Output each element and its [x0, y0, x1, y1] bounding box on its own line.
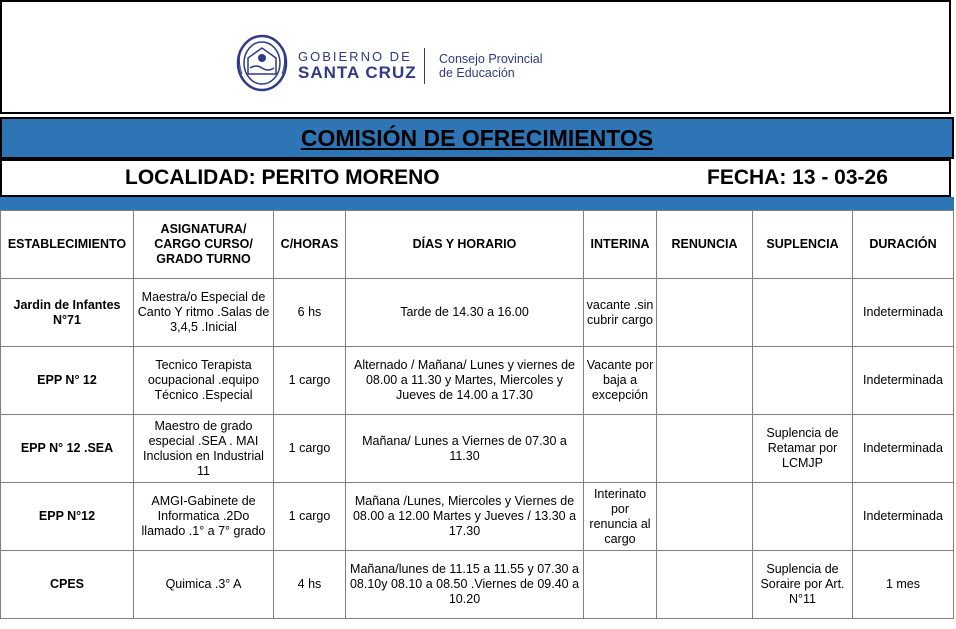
cell-establecimiento: EPP N° 12 .SEA — [1, 415, 134, 483]
cell-suplencia: Suplencia de Soraire por Art. N°11 — [753, 551, 853, 619]
cell-suplencia — [753, 279, 853, 347]
council-line-1: Consejo Provincial — [439, 52, 543, 66]
cell-duracion: 1 mes — [853, 551, 954, 619]
cell-asignatura: Tecnico Terapista ocupacional .equipo Técnico .Especial — [134, 347, 274, 415]
cell-dias: Tarde de 14.30 a 16.00 — [346, 279, 584, 347]
cell-duracion: Indeterminada — [853, 347, 954, 415]
cell-interina — [584, 415, 657, 483]
cell-establecimiento: EPP N°12 — [1, 483, 134, 551]
header-suplencia: SUPLENCIA — [753, 211, 853, 279]
cell-renuncia — [657, 483, 753, 551]
cell-horas: 1 cargo — [274, 415, 346, 483]
localidad-label: LOCALIDAD: PERITO MORENO — [125, 166, 440, 189]
cell-horas: 1 cargo — [274, 483, 346, 551]
cell-suplencia: Suplencia de Retamar por LCMJP — [753, 415, 853, 483]
header-renuncia: RENUNCIA — [657, 211, 753, 279]
cell-interina: Interinato por renuncia al cargo — [584, 483, 657, 551]
offers-table — [0, 210, 954, 619]
table-row — [1, 483, 954, 551]
cell-horas: 6 hs — [274, 279, 346, 347]
cell-dias: Mañana/ Lunes a Viernes de 07.30 a 11.30 — [346, 415, 584, 483]
cell-duracion: Indeterminada — [853, 483, 954, 551]
table-row — [1, 347, 954, 415]
fecha-label: FECHA: 13 - 03-26 — [707, 166, 888, 189]
table-row — [1, 551, 954, 619]
cell-asignatura: Quimica .3° A — [134, 551, 274, 619]
cell-establecimiento: Jardin de Infantes N°71 — [1, 279, 134, 347]
header-establecimiento: ESTABLECIMIENTO — [1, 211, 134, 279]
provincial-seal-icon — [236, 34, 288, 92]
cell-duracion: Indeterminada — [853, 279, 954, 347]
cell-interina: vacante .sin cubrir cargo — [584, 279, 657, 347]
header-duracion: DURACIÓN — [853, 211, 954, 279]
blue-separator — [0, 197, 954, 210]
cell-interina — [584, 551, 657, 619]
cell-dias: Alternado / Mañana/ Lunes y viernes de 08.00 a 11.30 y Martes, Miercoles y Jueves de 14.00 a 17.30 — [346, 347, 584, 415]
header-dias: DÍAS Y HORARIO — [346, 211, 584, 279]
cell-establecimiento: EPP N° 12 — [1, 347, 134, 415]
cell-asignatura: Maestro de grado especial .SEA . MAI Inclusion en Industrial 11 — [134, 415, 274, 483]
gov-line-1: GOBIERNO DE — [298, 49, 412, 64]
table-row — [1, 279, 954, 347]
cell-horas: 4 hs — [274, 551, 346, 619]
cell-renuncia — [657, 347, 753, 415]
header-interina: INTERINA — [584, 211, 657, 279]
gov-line-2: SANTA CRUZ — [298, 63, 417, 82]
cell-establecimiento: CPES — [1, 551, 134, 619]
header-asignatura: ASIGNATURA/ CARGO CURSO/ GRADO TURNO — [134, 211, 274, 279]
council-name — [439, 52, 543, 80]
cell-duracion: Indeterminada — [853, 415, 954, 483]
table-row — [1, 415, 954, 483]
table-header-row — [1, 211, 954, 279]
government-wordmark — [298, 50, 417, 82]
council-line-2: de Educación — [439, 66, 515, 80]
cell-horas: 1 cargo — [274, 347, 346, 415]
header-divider — [424, 48, 425, 84]
cell-interina: Vacante por baja a excepción — [584, 347, 657, 415]
page-title: COMISIÓN DE OFRECIMIENTOS — [300, 125, 654, 151]
cell-renuncia — [657, 415, 753, 483]
cell-dias: Mañana /Lunes, Miercoles y Viernes de 08.00 a 12.00 Martes y Jueves / 13.30 a 17.30 — [346, 483, 584, 551]
cell-suplencia — [753, 347, 853, 415]
header-horas: C/HORAS — [274, 211, 346, 279]
cell-dias: Mañana/lunes de 11.15 a 11.55 y 07.30 a 08.10y 08.10 a 08.50 .Viernes de 09.40 a 10.20 — [346, 551, 584, 619]
cell-asignatura: Maestra/o Especial de Canto Y ritmo .Salas de 3,4,5 .Inicial — [134, 279, 274, 347]
cell-renuncia — [657, 279, 753, 347]
cell-suplencia — [753, 483, 853, 551]
cell-asignatura: AMGI-Gabinete de Informatica .2Do llamado .1° a 7° grado — [134, 483, 274, 551]
cell-renuncia — [657, 551, 753, 619]
